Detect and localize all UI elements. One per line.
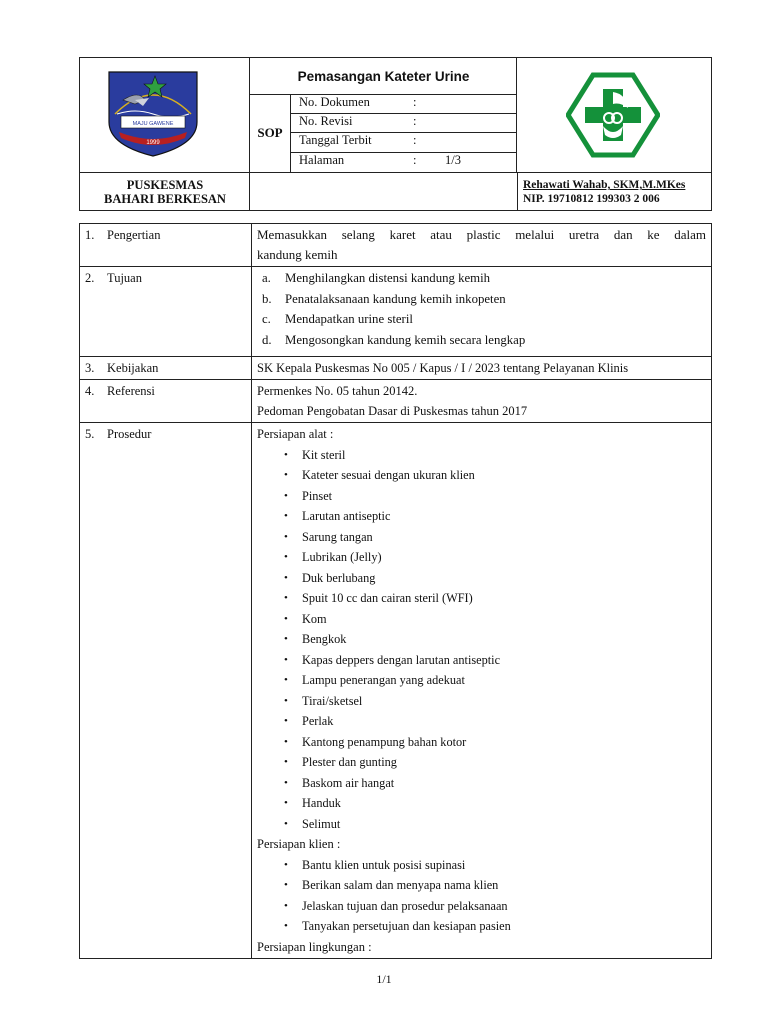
list-item: • Handuk	[257, 793, 706, 814]
meta-key: No. Dokumen	[299, 95, 370, 109]
meta-colon: :	[413, 133, 417, 147]
section-label-cell	[80, 380, 252, 423]
client-prep-heading: Persiapan klien :	[257, 837, 341, 851]
list-item: • Kit steril	[257, 445, 706, 466]
environment-prep-heading: Persiapan lingkungan :	[257, 939, 372, 954]
list-item: • Kantong penampung bahan kotor	[257, 732, 706, 753]
list-item: • Lampu penerangan yang adekuat	[257, 670, 706, 691]
list-marker: c.	[262, 312, 271, 326]
meta-row-page	[291, 152, 517, 171]
section-label-cell	[80, 224, 252, 267]
list-item	[257, 309, 706, 330]
list-item: • Lubrikan (Jelly)	[257, 547, 706, 568]
document-title: Pemasangan Kateter Urine	[297, 68, 470, 84]
meta-row-issue-date	[291, 132, 517, 151]
emblem-year: 1999	[146, 140, 160, 146]
list-item: • Spuit 10 cc dan cairan steril (WFI)	[257, 588, 706, 609]
definition-line-1: Memasukkan selang karet atau plastic melalui uretra dan ke dalam	[257, 227, 706, 242]
list-item	[257, 330, 706, 351]
section-content	[252, 267, 712, 357]
section-label-cell	[80, 357, 252, 380]
section-content: SK Kepala Puskesmas No 005 / Kapus / I / 2023 tentang Pelayanan Klinis	[252, 357, 712, 380]
organization-name	[80, 172, 250, 212]
meta-key: Halaman	[299, 153, 345, 167]
section-row-pengertian	[80, 224, 712, 267]
meta-colon: :	[413, 153, 417, 167]
section-content	[252, 423, 712, 959]
meta-colon: :	[413, 114, 417, 128]
section-number: 3.	[85, 361, 95, 375]
list-item: • Bantu klien untuk posisi supinasi	[257, 855, 706, 876]
list-text: Mengosongkan kandung kemih secara lengkap	[285, 332, 526, 347]
list-item: • Tirai/sketsel	[257, 691, 706, 712]
list-item: • Baskom air hangat	[257, 773, 706, 794]
section-content	[252, 380, 712, 423]
sop-label: SOP	[257, 125, 283, 140]
sop-content-table	[79, 223, 712, 959]
section-label-cell	[80, 267, 252, 357]
section-row-kebijakan	[80, 357, 712, 380]
client-prep-list	[257, 855, 706, 937]
list-marker: a.	[262, 271, 271, 285]
list-item: • Plester dan gunting	[257, 752, 706, 773]
section-row-tujuan	[80, 267, 712, 357]
list-item: • Duk berlubang	[257, 568, 706, 589]
section-number: 5.	[85, 427, 95, 441]
list-item: • Sarung tangan	[257, 527, 706, 548]
list-item	[257, 289, 706, 310]
section-number: 1.	[85, 228, 95, 242]
puskesmas-logo-icon	[566, 72, 660, 158]
list-item	[257, 268, 706, 289]
list-marker: b.	[262, 291, 272, 306]
list-item: • Larutan antiseptic	[257, 506, 706, 527]
reference-line-1: Permenkes No. 05 tahun 20142.	[257, 384, 418, 398]
meta-row-document-number	[291, 94, 517, 113]
regency-emblem-icon	[105, 70, 201, 158]
list-item: • Perlak	[257, 711, 706, 732]
org-line-2: BAHARI BERKESAN	[104, 192, 226, 206]
equipment-heading: Persiapan alat :	[257, 427, 334, 441]
list-item: • Kapas deppers dengan larutan antiseptic	[257, 650, 706, 671]
section-label: Tujuan	[107, 271, 142, 285]
section-content	[252, 224, 712, 267]
definition-line-2: kandung kemih	[257, 247, 338, 262]
reference-line-2: Pedoman Pengobatan Dasar di Puskesmas tahun 2017	[257, 404, 528, 418]
meta-key: Tanggal Terbit	[299, 133, 372, 147]
section-label: Kebijakan	[107, 361, 159, 375]
meta-colon: :	[413, 95, 417, 109]
meta-value: 1/3	[445, 153, 461, 167]
meta-row-revision	[291, 113, 517, 132]
list-item: • Kateter sesuai dengan ukuran klien	[257, 465, 706, 486]
section-label-cell	[80, 423, 252, 959]
section-label: Pengertian	[107, 228, 161, 242]
list-item: • Kom	[257, 609, 706, 630]
section-number: 4.	[85, 384, 95, 398]
list-item: • Bengkok	[257, 629, 706, 650]
list-item: • Pinset	[257, 486, 706, 507]
list-marker: d.	[262, 332, 272, 347]
objectives-list	[257, 268, 706, 350]
list-text: Menghilangkan distensi kandung kemih	[285, 271, 491, 285]
list-item: • Berikan salam dan menyapa nama klien	[257, 875, 706, 896]
signer-nip: NIP. 19710812 199303 2 006	[523, 193, 660, 205]
org-line-1: PUSKESMAS	[126, 178, 204, 192]
list-text: Penatalaksanaan kandung kemih inkopeten	[285, 291, 506, 306]
signer-name: Rehawati Wahab, SKM,M.MKes	[523, 179, 686, 191]
signer-block	[523, 178, 713, 206]
equipment-list	[257, 445, 706, 835]
list-item: • Selimut	[257, 814, 706, 835]
section-row-prosedur	[80, 423, 712, 959]
list-item: • Tanyakan persetujuan dan kesiapan pasien	[257, 916, 706, 937]
section-number: 2.	[85, 271, 95, 285]
section-row-referensi	[80, 380, 712, 423]
meta-key: No. Revisi	[299, 114, 353, 128]
list-item: • Jelaskan tujuan dan prosedur pelaksanaan	[257, 896, 706, 917]
sop-header	[79, 57, 712, 211]
emblem-motto: MAJU GAWENE	[132, 121, 174, 127]
section-label: Referensi	[107, 384, 155, 398]
section-label: Prosedur	[107, 427, 152, 441]
list-text: Mendapatkan urine steril	[285, 312, 413, 326]
page-number: 1/1	[376, 972, 392, 986]
